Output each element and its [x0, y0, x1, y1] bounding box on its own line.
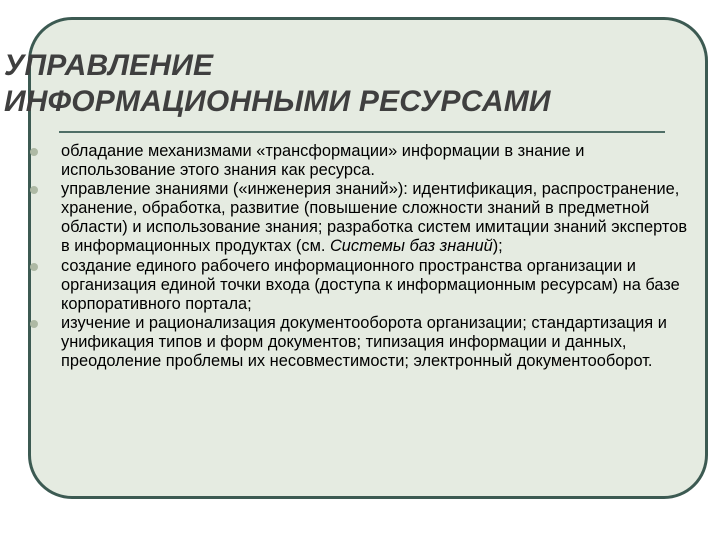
title-line-1: УПРАВЛЕНИЕ [4, 49, 214, 82]
bullet-item-knowledge-transformation [30, 142, 700, 180]
bullet-item-knowledge-management [30, 180, 700, 256]
bullet-dot-icon [30, 263, 38, 271]
bullet-item-information-space [30, 257, 700, 314]
bullet-text: создание единого рабочего информационного пространства организации и организация единой точки входа (доступа к информационным ресурсам) на базе корпоративного портала; [61, 256, 680, 313]
bullet-item-document-flow [30, 314, 700, 371]
bullet-list [30, 142, 700, 371]
bullet-dot-icon [30, 148, 38, 156]
slide-title [4, 48, 704, 120]
bullet-text: управление знаниями («инженерия знаний»): идентификация, распространение, хранение, обработка, развитие (повышение сложности знаний в предметной области) и использование знания; разработка систем имитации знаний экспертов в информационных продуктах (см. [61, 180, 688, 256]
bullet-italic-reference: Системы баз знаний [329, 237, 493, 256]
bullet-text-tail: ); [492, 237, 503, 256]
bullet-text: изучение и рационализация документооборота организации; стандартизация и унификация типов и форм документов; типизация информации и данных, преодоление проблемы их несовместимости; электронный документооборот. [61, 313, 667, 371]
title-divider [59, 131, 665, 133]
bullet-dot-icon [30, 320, 38, 328]
bullet-text: обладание механизмами «трансформации» информации в знание и использование этого знания как ресурса. [61, 142, 585, 180]
bullet-dot-icon [30, 186, 38, 194]
title-line-2: ИНФОРМАЦИОННЫМИ РЕСУРСАМИ [4, 85, 551, 118]
